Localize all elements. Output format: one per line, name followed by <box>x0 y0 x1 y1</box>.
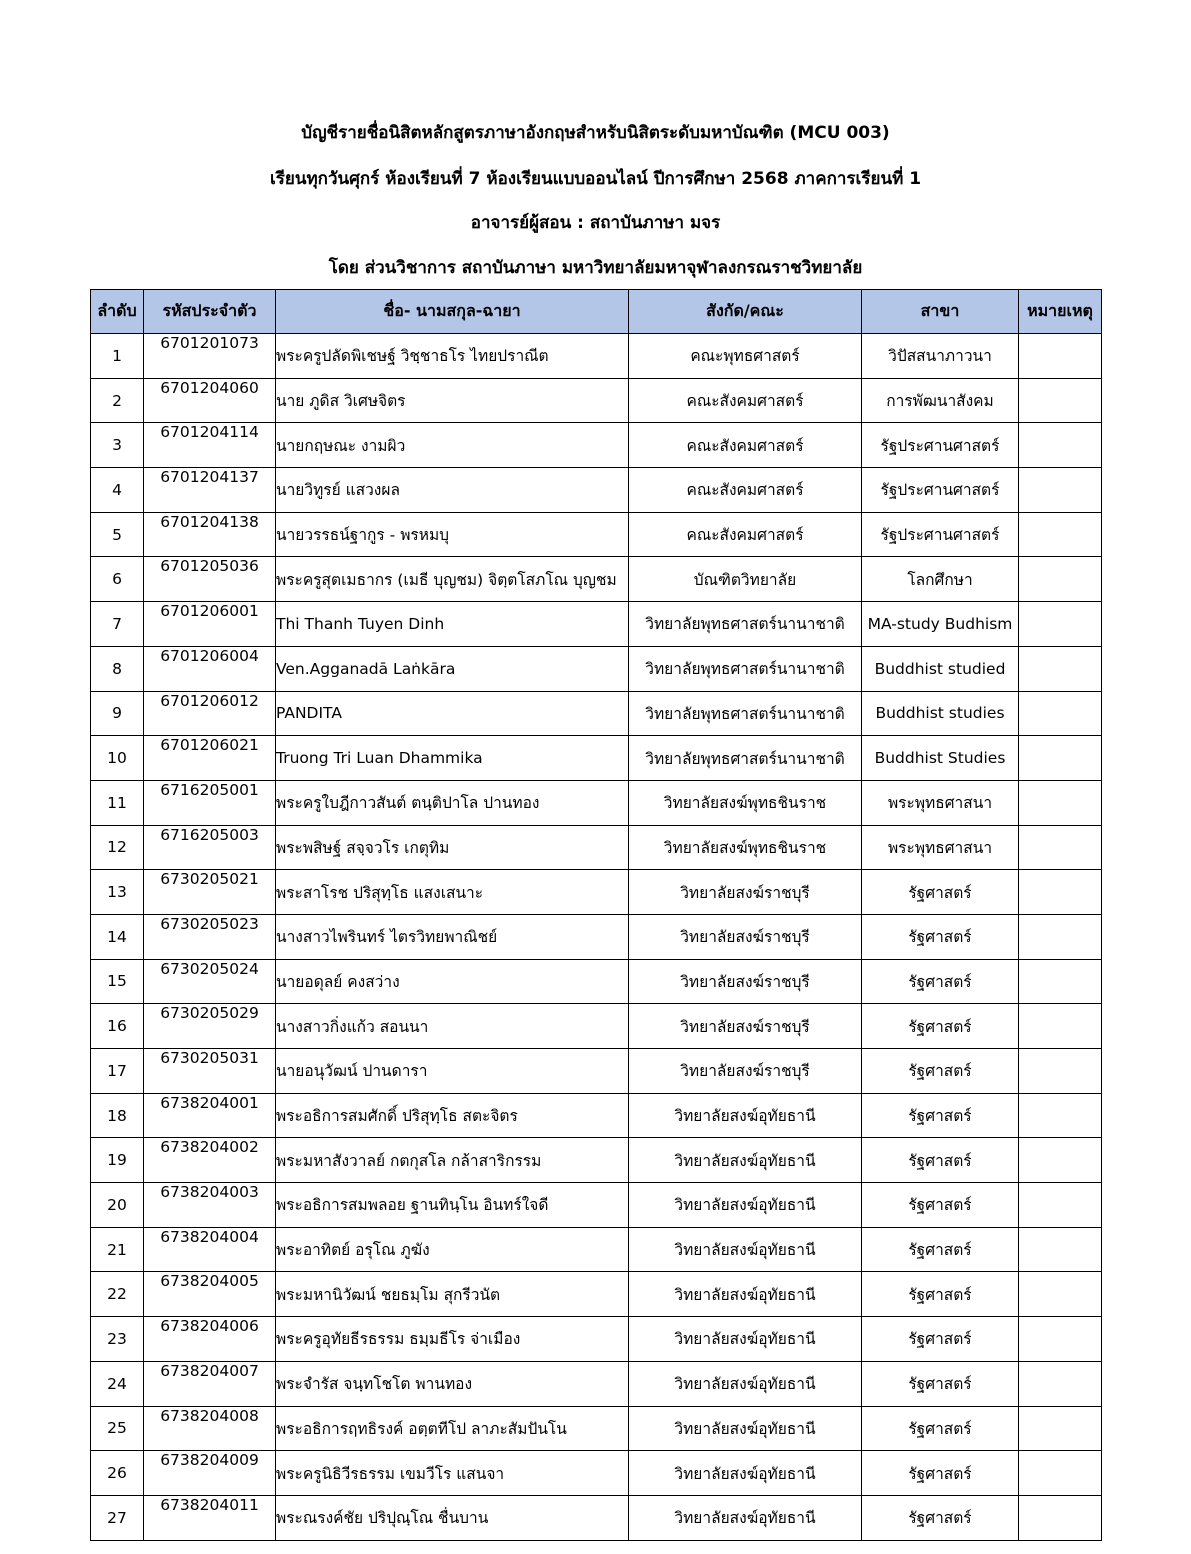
cell-name: นายอดุลย์ คงสว่าง <box>276 959 629 1004</box>
cell-name: Ven.Agganadā Laṅkāra <box>276 646 629 691</box>
cell-no: 3 <box>91 423 144 468</box>
cell-faculty: วิทยาลัยสงฆ์อุทัยธานี <box>629 1406 862 1451</box>
cell-no: 6 <box>91 557 144 602</box>
organizer-line: โดย ส่วนวิชาการ สถาบันภาษา มหาวิทยาลัยมหาจุฬาลงกรณราชวิทยาลัย <box>328 258 863 278</box>
cell-remark <box>1019 1004 1102 1049</box>
cell-no: 17 <box>91 1049 144 1094</box>
cell-faculty: วิทยาลัยสงฆ์อุทัยธานี <box>629 1361 862 1406</box>
cell-no: 24 <box>91 1361 144 1406</box>
cell-no: 26 <box>91 1451 144 1496</box>
cell-faculty: วิทยาลัยสงฆ์อุทัยธานี <box>629 1227 862 1272</box>
table-row <box>91 1138 1102 1183</box>
cell-name: พระครูสุตเมธากร (เมธี บุญชม) จิตฺตโสภโณ บุญชม <box>276 557 629 602</box>
cell-no: 9 <box>91 691 144 736</box>
table-header-row <box>91 290 1102 334</box>
cell-no: 16 <box>91 1004 144 1049</box>
cell-remark <box>1019 557 1102 602</box>
cell-remark <box>1019 1272 1102 1317</box>
cell-major: รัฐประศานศาสตร์ <box>862 468 1019 513</box>
cell-name: นาย ภูดิส วิเศษจิตร <box>276 378 629 423</box>
cell-remark <box>1019 1093 1102 1138</box>
cell-name: นายกฤษณะ งามผิว <box>276 423 629 468</box>
cell-major: รัฐศาสตร์ <box>862 1317 1019 1362</box>
table-row <box>91 423 1102 468</box>
cell-faculty: วิทยาลัยสงฆ์พุทธชินราช <box>629 825 862 870</box>
cell-no: 11 <box>91 780 144 825</box>
class-schedule-line: เรียนทุกวันศุกร์ ห้องเรียนที่ 7 ห้องเรียนแบบออนไลน์ ปีการศึกษา 2568 ภาคการเรียนที่ 1 <box>269 169 922 189</box>
cell-no: 10 <box>91 736 144 781</box>
table-row <box>91 1093 1102 1138</box>
instructor-line: อาจารย์ผู้สอน : สถาบันภาษา มจร <box>470 213 721 233</box>
cell-student-id: 6738204007 <box>144 1361 276 1406</box>
cell-student-id: 6738204006 <box>144 1317 276 1362</box>
cell-remark <box>1019 1406 1102 1451</box>
cell-name: พระอธิการสมพลอย ฐานทินฺโน อินทร์ใจดี <box>276 1183 629 1228</box>
cell-major: MA-study Budhism <box>862 602 1019 647</box>
cell-name: พระอาทิตย์ อรุโณ ภูฆัง <box>276 1227 629 1272</box>
cell-faculty: วิทยาลัยสงฆ์ราชบุรี <box>629 1049 862 1094</box>
cell-faculty: วิทยาลัยสงฆ์อุทัยธานี <box>629 1495 862 1540</box>
cell-faculty: คณะสังคมศาสตร์ <box>629 512 862 557</box>
cell-faculty: วิทยาลัยพุทธศาสตร์นานาชาติ <box>629 602 862 647</box>
table-row <box>91 646 1102 691</box>
cell-no: 2 <box>91 378 144 423</box>
cell-major: รัฐศาสตร์ <box>862 959 1019 1004</box>
table-row <box>91 602 1102 647</box>
cell-remark <box>1019 468 1102 513</box>
cell-major: รัฐศาสตร์ <box>862 1049 1019 1094</box>
cell-student-id: 6730205023 <box>144 914 276 959</box>
cell-major: Buddhist studies <box>862 691 1019 736</box>
cell-no: 22 <box>91 1272 144 1317</box>
table-row <box>91 1406 1102 1451</box>
cell-remark <box>1019 378 1102 423</box>
cell-faculty: บัณฑิตวิทยาลัย <box>629 557 862 602</box>
cell-student-id: 6701206012 <box>144 691 276 736</box>
cell-no: 20 <box>91 1183 144 1228</box>
cell-remark <box>1019 1451 1102 1496</box>
cell-faculty: วิทยาลัยสงฆ์พุทธชินราช <box>629 780 862 825</box>
cell-major: รัฐศาสตร์ <box>862 1004 1019 1049</box>
cell-student-id: 6738204008 <box>144 1406 276 1451</box>
cell-faculty: วิทยาลัยพุทธศาสตร์นานาชาติ <box>629 691 862 736</box>
cell-no: 25 <box>91 1406 144 1451</box>
cell-remark <box>1019 602 1102 647</box>
cell-faculty: วิทยาลัยสงฆ์ราชบุรี <box>629 1004 862 1049</box>
cell-no: 13 <box>91 870 144 915</box>
cell-faculty: วิทยาลัยสงฆ์อุทัยธานี <box>629 1317 862 1362</box>
table-row <box>91 736 1102 781</box>
cell-student-id: 6730205024 <box>144 959 276 1004</box>
cell-major: โลกศึกษา <box>862 557 1019 602</box>
column-header-name: ชื่อ- นามสกุล-ฉายา <box>276 290 629 334</box>
table-body <box>91 334 1102 1541</box>
cell-major: รัฐประศานศาสตร์ <box>862 423 1019 468</box>
cell-major: พระพุทธศาสนา <box>862 825 1019 870</box>
table-row <box>91 378 1102 423</box>
cell-faculty: วิทยาลัยสงฆ์อุทัยธานี <box>629 1451 862 1496</box>
cell-no: 15 <box>91 959 144 1004</box>
cell-remark <box>1019 959 1102 1004</box>
cell-faculty: วิทยาลัยพุทธศาสตร์นานาชาติ <box>629 736 862 781</box>
cell-major: รัฐศาสตร์ <box>862 1406 1019 1451</box>
cell-faculty: วิทยาลัยสงฆ์อุทัยธานี <box>629 1093 862 1138</box>
cell-faculty: คณะพุทธศาสตร์ <box>629 334 862 379</box>
table-row <box>91 914 1102 959</box>
cell-name: พระอธิการฤทธิรงค์ อตฺตทีโป ลาภะสัมปันโน <box>276 1406 629 1451</box>
cell-student-id: 6738204003 <box>144 1183 276 1228</box>
cell-remark <box>1019 825 1102 870</box>
cell-student-id: 6738204001 <box>144 1093 276 1138</box>
cell-student-id: 6701206021 <box>144 736 276 781</box>
cell-remark <box>1019 1495 1102 1540</box>
cell-major: Buddhist Studies <box>862 736 1019 781</box>
cell-remark <box>1019 1317 1102 1362</box>
cell-name: นายวิทูรย์ แสวงผล <box>276 468 629 513</box>
table-row <box>91 512 1102 557</box>
cell-name: พระพสิษฐ์ สจฺจวโร เกตุทิม <box>276 825 629 870</box>
cell-name: พระครูนิธิวีรธรรม เขมวีโร แสนจา <box>276 1451 629 1496</box>
cell-major: Buddhist studied <box>862 646 1019 691</box>
cell-name: พระอธิการสมศักดิ์ ปริสุทฺโธ สตะจิตร <box>276 1093 629 1138</box>
column-header-major: สาขา <box>862 290 1019 334</box>
cell-remark <box>1019 512 1102 557</box>
cell-remark <box>1019 1183 1102 1228</box>
cell-major: รัฐศาสตร์ <box>862 914 1019 959</box>
cell-student-id: 6716205003 <box>144 825 276 870</box>
cell-name: Truong Tri Luan Dhammika <box>276 736 629 781</box>
cell-no: 8 <box>91 646 144 691</box>
cell-major: รัฐศาสตร์ <box>862 1451 1019 1496</box>
cell-no: 7 <box>91 602 144 647</box>
cell-student-id: 6738204002 <box>144 1138 276 1183</box>
cell-student-id: 6730205029 <box>144 1004 276 1049</box>
cell-major: พระพุทธศาสนา <box>862 780 1019 825</box>
cell-student-id: 6701204138 <box>144 512 276 557</box>
table-row <box>91 825 1102 870</box>
table-row <box>91 1004 1102 1049</box>
cell-no: 5 <box>91 512 144 557</box>
table-row <box>91 1317 1102 1362</box>
cell-remark <box>1019 334 1102 379</box>
cell-student-id: 6701201073 <box>144 334 276 379</box>
cell-name: พระสาโรช ปริสุทฺโธ แสงเสนาะ <box>276 870 629 915</box>
table-row <box>91 1272 1102 1317</box>
cell-remark <box>1019 1049 1102 1094</box>
cell-no: 1 <box>91 334 144 379</box>
cell-remark <box>1019 646 1102 691</box>
document-title: บัญชีรายชื่อนิสิตหลักสูตรภาษาอังกฤษสำหรับนิสิตระดับมหาบัณฑิต (MCU 003) <box>301 123 890 143</box>
table-row <box>91 1451 1102 1496</box>
cell-remark <box>1019 423 1102 468</box>
cell-faculty: คณะสังคมศาสตร์ <box>629 423 862 468</box>
cell-no: 23 <box>91 1317 144 1362</box>
column-header-faculty: สังกัด/คณะ <box>629 290 862 334</box>
cell-faculty: วิทยาลัยสงฆ์อุทัยธานี <box>629 1138 862 1183</box>
cell-faculty: วิทยาลัยสงฆ์ราชบุรี <box>629 914 862 959</box>
cell-student-id: 6738204009 <box>144 1451 276 1496</box>
cell-name: นางสาวกิ่งแก้ว สอนนา <box>276 1004 629 1049</box>
column-header-no: ลำดับ <box>91 290 144 334</box>
cell-student-id: 6716205001 <box>144 780 276 825</box>
column-header-remark: หมายเหตุ <box>1019 290 1102 334</box>
cell-faculty: วิทยาลัยสงฆ์อุทัยธานี <box>629 1272 862 1317</box>
cell-no: 14 <box>91 914 144 959</box>
cell-name: พระครูปลัดพิเชษฐ์ วิชฺชาธโร ไทยปราณีต <box>276 334 629 379</box>
table-row <box>91 1361 1102 1406</box>
cell-remark <box>1019 691 1102 736</box>
cell-name: นายวรรธน์ฐากูร - พรหมบุ <box>276 512 629 557</box>
cell-name: พระจำรัส จนฺทโชโต พานทอง <box>276 1361 629 1406</box>
cell-major: รัฐศาสตร์ <box>862 1361 1019 1406</box>
cell-faculty: วิทยาลัยสงฆ์ราชบุรี <box>629 959 862 1004</box>
cell-no: 12 <box>91 825 144 870</box>
cell-student-id: 6738204011 <box>144 1495 276 1540</box>
cell-faculty: คณะสังคมศาสตร์ <box>629 378 862 423</box>
cell-remark <box>1019 736 1102 781</box>
cell-remark <box>1019 1361 1102 1406</box>
table-row <box>91 1183 1102 1228</box>
cell-student-id: 6701204060 <box>144 378 276 423</box>
cell-name: นางสาวไพรินทร์ ไตรวิทยพาณิชย์ <box>276 914 629 959</box>
cell-name: พระมหาสังวาลย์ กตกุสโล กล้าสาริกรรม <box>276 1138 629 1183</box>
cell-remark <box>1019 780 1102 825</box>
cell-no: 21 <box>91 1227 144 1272</box>
cell-major: รัฐศาสตร์ <box>862 1183 1019 1228</box>
cell-major: รัฐศาสตร์ <box>862 870 1019 915</box>
cell-no: 4 <box>91 468 144 513</box>
table-row <box>91 557 1102 602</box>
cell-name: พระมหานิวัฒน์ ชยธมฺโม สุกรีวนัต <box>276 1272 629 1317</box>
table-row <box>91 959 1102 1004</box>
cell-name: พระครูใบฎีกาวสันต์ ตนฺติปาโล ปานทอง <box>276 780 629 825</box>
cell-remark <box>1019 914 1102 959</box>
cell-major: รัฐศาสตร์ <box>862 1495 1019 1540</box>
student-roster-table <box>90 289 1102 1541</box>
cell-student-id: 6738204004 <box>144 1227 276 1272</box>
cell-name: นายอนุวัฒน์ ปานดารา <box>276 1049 629 1094</box>
table-row <box>91 334 1102 379</box>
cell-major: วิปัสสนาภาวนา <box>862 334 1019 379</box>
cell-no: 18 <box>91 1093 144 1138</box>
cell-student-id: 6701206004 <box>144 646 276 691</box>
cell-no: 27 <box>91 1495 144 1540</box>
cell-faculty: วิทยาลัยสงฆ์ราชบุรี <box>629 870 862 915</box>
table-row <box>91 691 1102 736</box>
cell-student-id: 6738204005 <box>144 1272 276 1317</box>
cell-remark <box>1019 870 1102 915</box>
cell-major: การพัฒนาสังคม <box>862 378 1019 423</box>
table-row <box>91 1227 1102 1272</box>
table-row <box>91 1049 1102 1094</box>
column-header-student-id: รหัสประจำตัว <box>144 290 276 334</box>
cell-faculty: วิทยาลัยสงฆ์อุทัยธานี <box>629 1183 862 1228</box>
cell-major: รัฐศาสตร์ <box>862 1093 1019 1138</box>
cell-student-id: 6730205021 <box>144 870 276 915</box>
cell-major: รัฐศาสตร์ <box>862 1227 1019 1272</box>
cell-student-id: 6701205036 <box>144 557 276 602</box>
cell-major: รัฐศาสตร์ <box>862 1272 1019 1317</box>
cell-remark <box>1019 1138 1102 1183</box>
cell-faculty: คณะสังคมศาสตร์ <box>629 468 862 513</box>
cell-remark <box>1019 1227 1102 1272</box>
cell-name: Thi Thanh Tuyen Dinh <box>276 602 629 647</box>
cell-student-id: 6701204137 <box>144 468 276 513</box>
cell-name: PANDITA <box>276 691 629 736</box>
cell-student-id: 6701206001 <box>144 602 276 647</box>
table-row <box>91 780 1102 825</box>
cell-student-id: 6730205031 <box>144 1049 276 1094</box>
cell-major: รัฐประศานศาสตร์ <box>862 512 1019 557</box>
table-row <box>91 1495 1102 1540</box>
cell-faculty: วิทยาลัยพุทธศาสตร์นานาชาติ <box>629 646 862 691</box>
table-row <box>91 870 1102 915</box>
cell-no: 19 <box>91 1138 144 1183</box>
cell-name: พระครูอุทัยธีรธรรม ธมฺมธีโร จ่าเมือง <box>276 1317 629 1362</box>
table-row <box>91 468 1102 513</box>
cell-major: รัฐศาสตร์ <box>862 1138 1019 1183</box>
cell-student-id: 6701204114 <box>144 423 276 468</box>
cell-name: พระณรงค์ชัย ปริปุณฺโณ ชื่นบาน <box>276 1495 629 1540</box>
